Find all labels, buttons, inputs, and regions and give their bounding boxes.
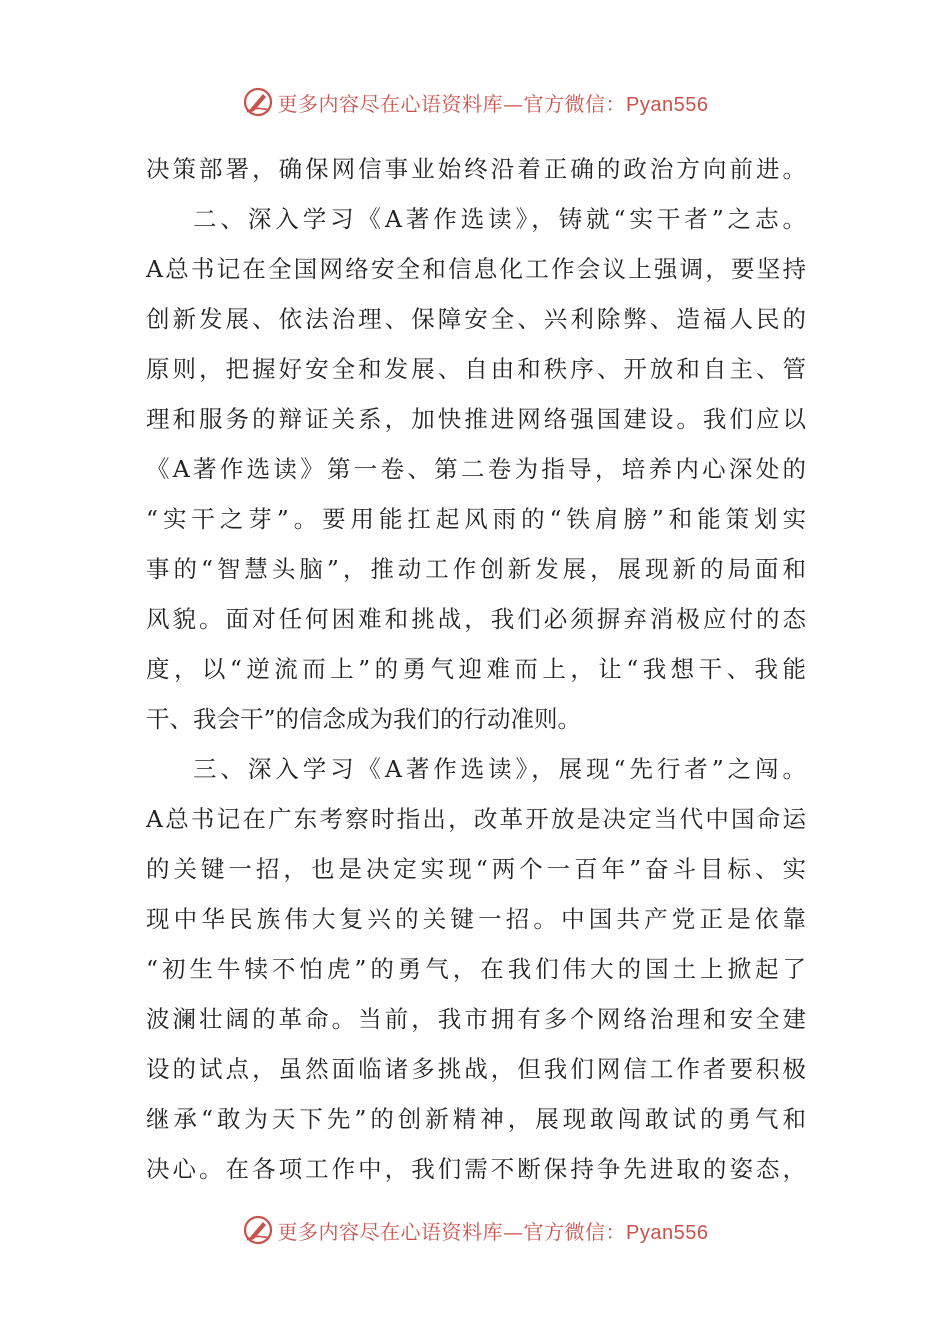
header-banner <box>0 82 950 122</box>
text-line: 干、我会干”的信念成为我们的行动准则。 <box>146 705 582 733</box>
text-line: 创新发展、依法治理、保障安全、兴利除弊、造福人民的 <box>146 305 806 333</box>
text-line: 理和服务的辩证关系，加快推进网络强国建设。我们应以 <box>146 405 806 433</box>
section-heading-3: 三、深入学习《A著作选读》，展现“先行者”之闯。 <box>193 755 806 783</box>
text-line: 设的试点，虽然面临诸多挑战，但我们网信工作者要积极 <box>146 1055 806 1083</box>
footer-banner <box>0 1210 950 1250</box>
pen-circle-logo <box>242 1214 274 1246</box>
pen-circle-logo <box>242 86 274 118</box>
text-line: 决策部署，确保网信事业始终沿着正确的政治方向前进。 <box>146 155 806 183</box>
text-line: A总书记在全国网络安全和信息化工作会议上强调，要坚持 <box>146 255 806 283</box>
body-text <box>146 144 806 1194</box>
text-line: 继承“敢为天下先”的创新精神，展现敢闯敢试的勇气和 <box>146 1105 806 1133</box>
text-line: 现中华民族伟大复兴的关键一招。中国共产党正是依靠 <box>146 905 806 933</box>
text-line: 事的“智慧头脑”，推动工作创新发展，展现新的局面和 <box>146 555 806 583</box>
text-line: 《A著作选读》第一卷、第二卷为指导，培养内心深处的 <box>146 455 806 483</box>
text-line: 风貌。面对任何困难和挑战，我们必须摒弃消极应付的态 <box>146 605 806 633</box>
text-line: A总书记在广东考察时指出，改革开放是决定当代中国命运 <box>146 805 806 833</box>
section-heading-2: 二、深入学习《A著作选读》，铸就“实干者”之志。 <box>193 205 806 233</box>
wechat-id: Pyan556 <box>626 1221 709 1244</box>
text-line: 的关键一招，也是决定实现“两个一百年”奋斗目标、实 <box>146 855 806 883</box>
text-line: 原则，把握好安全和发展、自由和秩序、开放和自主、管 <box>146 355 806 383</box>
text-line: 度，以“逆流而上”的勇气迎难而上，让“我想干、我能 <box>146 655 806 683</box>
banner-text: 更多内容尽在心语资料库—官方微信：Pyan556 <box>277 91 709 116</box>
banner-text: 更多内容尽在心语资料库—官方微信：Pyan556 <box>277 1219 709 1244</box>
text-line: 决心。在各项工作中，我们需不断保持争先进取的姿态， <box>146 1155 806 1183</box>
text-line: 波澜壮阔的革命。当前，我市拥有多个网络治理和安全建 <box>146 1005 806 1033</box>
text-line: “初生牛犊不怕虎”的勇气，在我们伟大的国土上掀起了 <box>146 955 806 983</box>
wechat-id: Pyan556 <box>626 93 709 116</box>
text-line: “实干之芽”。要用能扛起风雨的“铁肩膀”和能策划实 <box>146 505 806 533</box>
